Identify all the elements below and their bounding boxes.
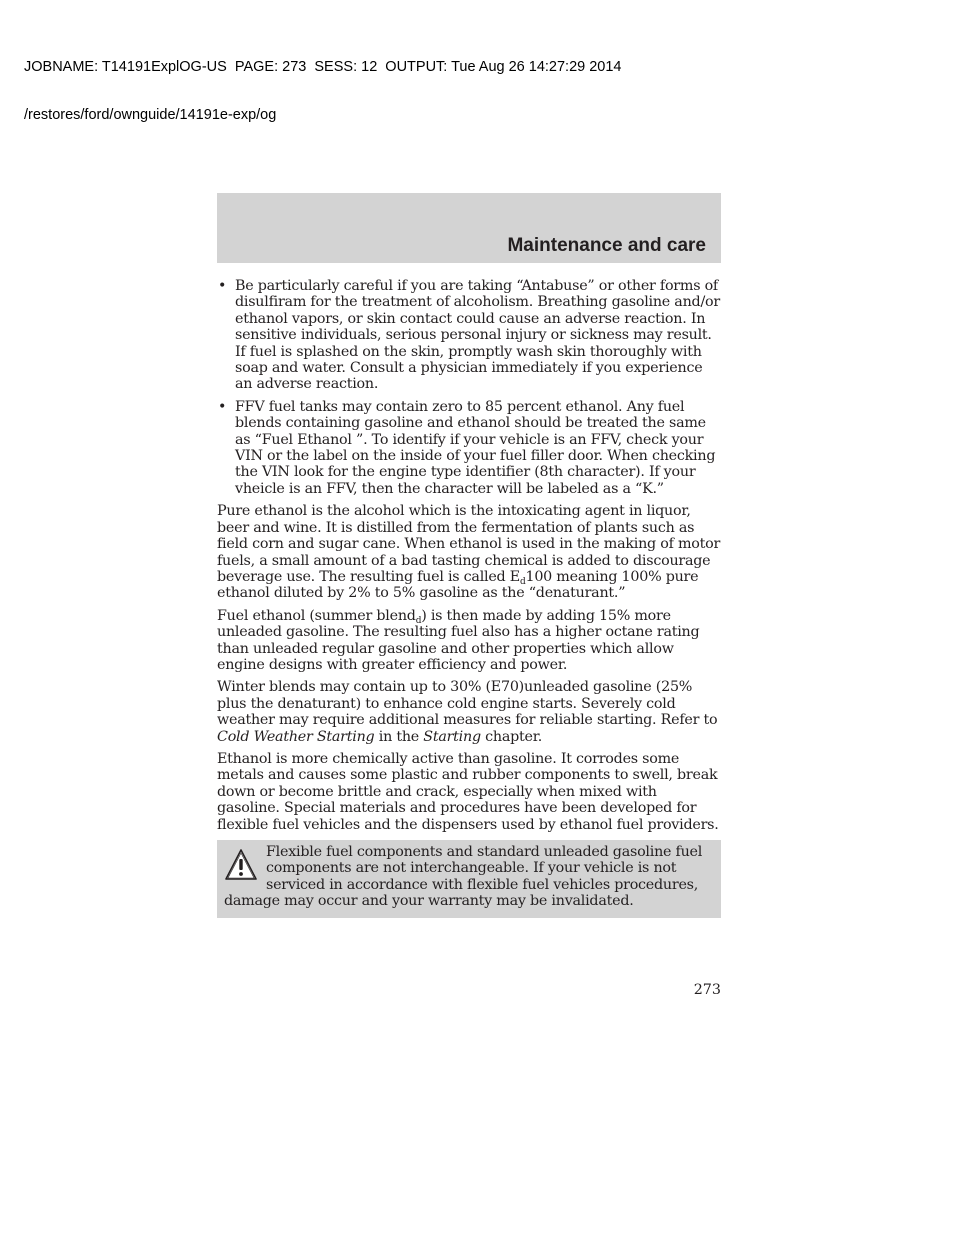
paragraph-text: 100 meaning 100% pure ethanol diluted by 2% to 5% gasoline as the “denaturant.” xyxy=(217,568,699,602)
warning-text: Flexible fuel components and standard unleaded gasoline fuel components are not interchangeable. If your vehicle is not serviced in accordance with flexible fuel vehicles procedures, damage may occur and your warranty may be invalidated. xyxy=(224,844,703,910)
page-number: 273 xyxy=(693,982,721,998)
bullet-item xyxy=(217,399,721,497)
paragraph-pure-ethanol xyxy=(217,503,721,601)
warning-triangle-icon xyxy=(224,848,258,882)
paragraph-text: Fuel ethanol (summer blend xyxy=(217,607,416,624)
paragraph-fuel-ethanol xyxy=(217,608,721,674)
chapter-reference: Cold Weather Starting xyxy=(217,728,375,745)
bullet-dot-icon: • xyxy=(218,278,227,294)
paragraph-text: Winter blends may contain up to 30% (E70)unleaded gasoline (25% plus the denaturant) to enhance cold engine starts. Severely cold weather may require additional measures for reliable starting. Refer to xyxy=(217,679,718,729)
paragraph-text: Pure ethanol is the alcohol which is the intoxicating agent in liquor, beer and wine. It is distilled from the fermentation of plants such as field corn and sugar cane. When ethanol is used in the making of motor fuels, a small amount of a bad tasting chemical is added to discourage beverage use. The resulting fuel is called E xyxy=(217,503,721,585)
bullet-item xyxy=(217,278,721,393)
bullet-list xyxy=(217,278,721,497)
warning-box xyxy=(217,840,721,918)
chapter-reference: Starting xyxy=(423,728,481,745)
paragraph-text: in the xyxy=(374,728,424,745)
job-info-line-1: JOBNAME: T14191ExplOG-US PAGE: 273 SESS: 12 OUTPUT: Tue Aug 26 14:27:29 2014 xyxy=(24,59,622,75)
bullet-dot-icon: • xyxy=(218,398,227,415)
job-info-line-2: /restores/ford/ownguide/14191e-exp/og xyxy=(24,107,277,123)
subscript: d xyxy=(415,615,422,626)
paragraph-winter-blends xyxy=(217,679,721,745)
paragraph-text: ) is then made by adding 15% more unleaded gasoline. The resulting fuel also has a higher octane rating than unleaded regular gasoline and other properties which allow engine designs with greater efficiency and power. xyxy=(217,607,700,673)
job-info-header xyxy=(24,27,622,139)
bullet-text: Be particularly careful if you are taking “Antabuse” or other forms of disulfiram for the treatment of alcoholism. Breathing gasoline and/or ethanol vapors, or skin contact could cause an adverse reaction. In sensitive individuals, serious personal injury or sickness may result. If fuel is splashed on the skin, promptly wash skin thoroughly with soap and water. Consult a physician immediately if you experience an adverse reaction. xyxy=(235,278,720,393)
paragraph-chemically-active: Ethanol is more chemically active than gasoline. It corrodes some metals and causes some plastic and rubber components to swell, break down or become brittle and crack, especially when mixed with gasoline. Special materials and procedures have been developed for flexible fuel vehicles and the dispensers used by ethanol fuel providers. xyxy=(217,750,719,833)
section-title: Maintenance and care xyxy=(507,235,706,256)
paragraph-text: chapter. xyxy=(480,728,543,745)
section-header-band xyxy=(217,193,721,263)
bullet-text: FFV fuel tanks may contain zero to 85 percent ethanol. Any fuel blends containing gasoline and ethanol should be treated the same as “Fuel Ethanol ”. To identify if your vehicle is an FFV, check your VIN or the label on the inside of your fuel filler door. When checking the VIN look for the engine type identifier (8th character). If your vheicle is an FFV, then the character will be labeled as a “K.” xyxy=(235,398,716,497)
page-body xyxy=(217,278,721,839)
subscript: d xyxy=(519,576,526,587)
